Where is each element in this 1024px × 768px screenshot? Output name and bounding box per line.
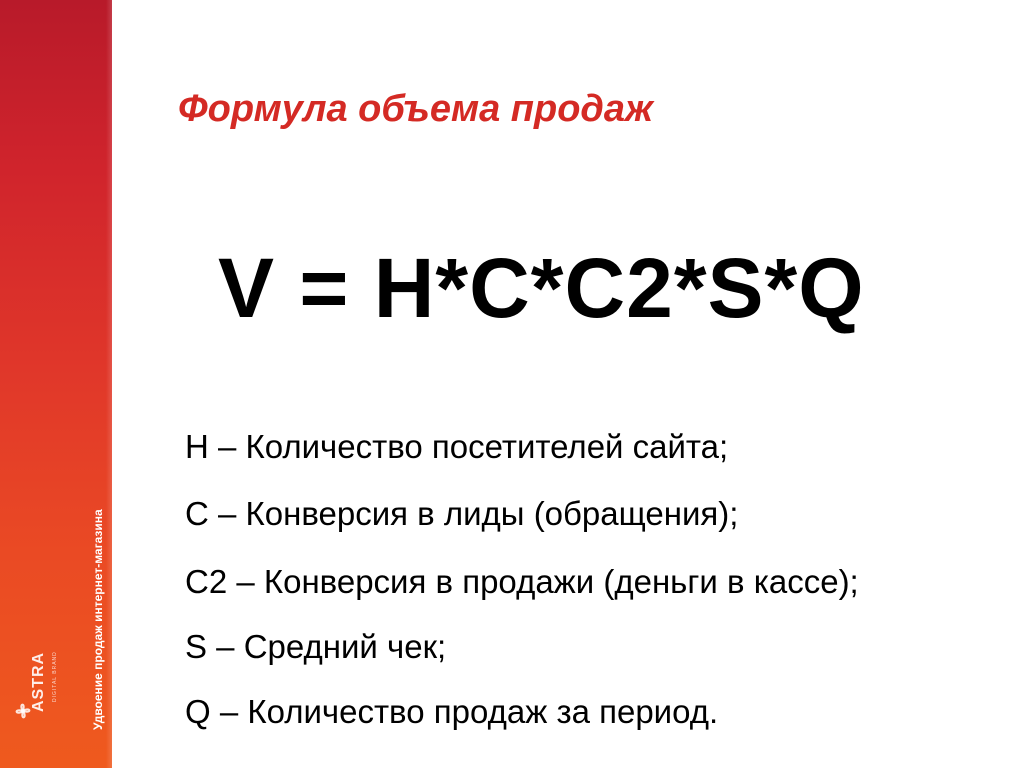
sales-formula: V = H*C*C2*S*Q [218,241,865,335]
definition-h: H – Количество посетителей сайта; [185,428,729,465]
definition-s: S – Средний чек; [185,628,447,665]
logo-text: ASTRA [30,651,47,712]
sidebar-caption: Удвоение продаж интернет-магазина [91,509,105,730]
logo-subtext: DIGITAL BRAND [52,651,58,702]
side-bar [0,0,112,768]
slide-title: Формула объема продаж [178,88,654,130]
definition-q: Q – Количество продаж за период. [185,693,719,730]
definition-c2: C2 – Конверсия в продажи (деньги в кассе); [185,563,859,600]
definition-c: C – Конверсия в лиды (обращения); [185,495,739,532]
astra-logo-icon [12,700,34,722]
